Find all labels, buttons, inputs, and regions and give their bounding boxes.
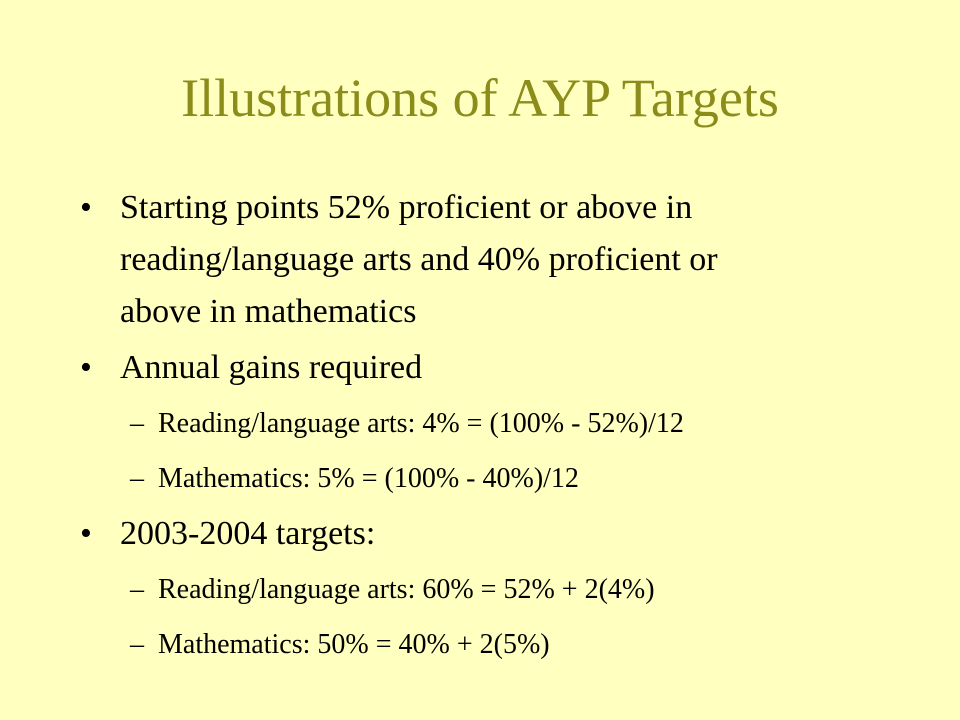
dash-glyph: – — [130, 463, 144, 494]
slide-title: Illustrations of AYP Targets — [181, 68, 779, 128]
subitem-text: Reading/language arts: 60% = 52% + 2(4%) — [158, 574, 655, 605]
bullet-dot: • — [80, 189, 92, 226]
dash-glyph: – — [130, 574, 144, 605]
dash-glyph: – — [130, 408, 144, 439]
bullet-text: 2003-2004 targets: — [120, 515, 376, 552]
subitem-text: Mathematics: 5% = (100% - 40%)/12 — [158, 463, 579, 494]
bullet-line: reading/language arts and 40% proficient or — [120, 241, 718, 278]
bullet-dot: • — [80, 349, 92, 386]
bullet-text — [120, 182, 880, 338]
bullet-dot: • — [80, 515, 92, 552]
dash-glyph: – — [130, 629, 144, 660]
subitem-text: Mathematics: 50% = 40% + 2(5%) — [158, 629, 550, 660]
bullet-line: above in mathematics — [120, 293, 417, 330]
bullet-starting-points — [80, 182, 880, 342]
bullet-line: Starting points 52% proficient or above in — [120, 189, 693, 226]
bullet-targets — [80, 508, 880, 560]
subitem-text: Reading/language arts: 4% = (100% - 52%)/12 — [158, 408, 684, 439]
bullet-text: Annual gains required — [120, 349, 423, 386]
bullet-annual-gains — [80, 342, 880, 394]
